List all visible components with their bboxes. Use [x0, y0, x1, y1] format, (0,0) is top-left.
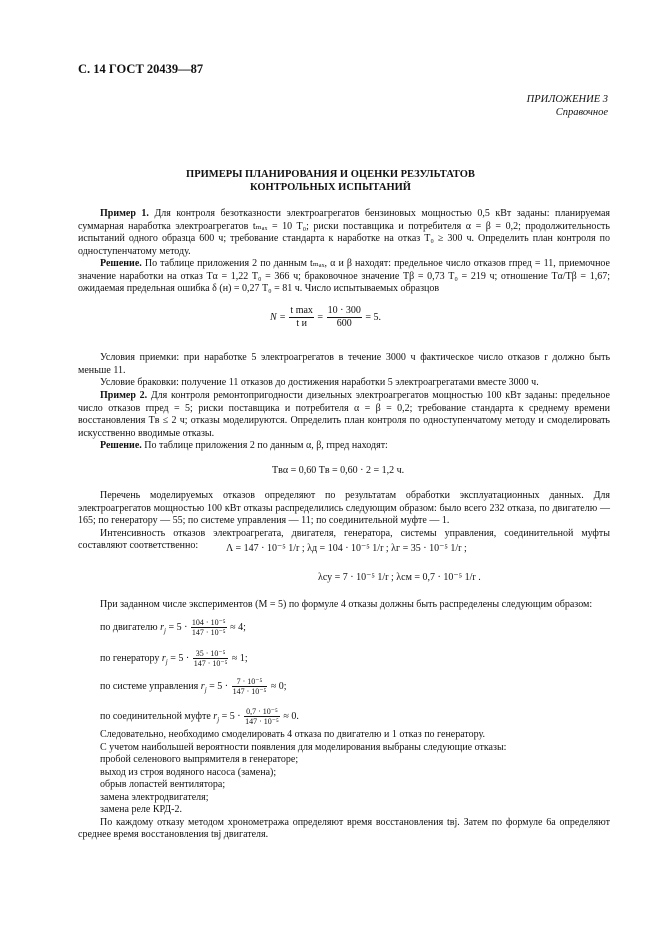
fraction-den: 147 · 10⁻⁵ [191, 628, 226, 637]
distribution-result: ≈ 1; [231, 652, 248, 664]
distribution-rj: $r_j$ [161, 652, 168, 666]
solution-2-text: По таблице приложения 2 по данным α, β, rпред находят: [144, 440, 388, 451]
fraction-t [289, 305, 314, 330]
example-2-solution [78, 440, 610, 453]
failure-list [78, 754, 610, 817]
rejection-condition: Условие браковки: получение 11 отказов до достижения наработки 5 электроагрегатами вместе 3000 ч. [100, 377, 539, 388]
example-1-conditions [78, 352, 610, 390]
failure-item: замена электродвигателя; [100, 791, 209, 803]
failure-item: обрыв лопастей вентилятора; [100, 779, 226, 790]
solution-1-text: По таблице приложения 2 по данным tₘₐₓ, α и β находят: предельное число отказов rпред = 11, приемочное значение наработки на отказ Tα = 1,22 T₀ = 366 ч; браковочное значение Tβ = 0,73 T₀ = 219 ч; отношение Tα/Tβ = 1,67; ожидаемая предельная ошибка δ (н) = 0,27 T₀ = 81 ч. Число испытываемых образцов [78, 258, 610, 294]
failure-item: пробой селенового выпрямителя в генераторе; [100, 754, 299, 765]
distribution-fraction [232, 677, 268, 696]
rates-line-2: λсу = 7 · 10⁻⁵ 1/r ; λсм = 0,7 · 10⁻⁵ 1/r . [318, 572, 481, 583]
solution-2-lead: Решение. [100, 440, 142, 451]
fraction-num: 35 · 10⁻⁵ [193, 649, 229, 659]
page-title [0, 168, 661, 194]
distribution-intro [78, 599, 610, 612]
distribution-fraction [193, 649, 229, 668]
formula-lhs: N = [270, 311, 286, 323]
appendix-kind: Справочное [555, 107, 608, 118]
distribution-label: по генератору [100, 652, 160, 664]
distribution-rj: $r_j$ [200, 680, 207, 694]
fraction-num: 0,7 · 10⁻⁵ [246, 707, 278, 716]
page-header: С. 14 ГОСТ 20439—87 [78, 62, 204, 76]
example-1-solution [78, 258, 610, 296]
distribution-row: по двигателю $r_j = 5$ · $\frac{\text{104 · 10⁻⁵}}{\text{147 · 10⁻⁵}}$ ≈ 4; [100, 618, 246, 637]
failure-item: выход из строя водяного насоса (замена); [100, 766, 277, 778]
example-2-task [78, 390, 610, 440]
title-line-2: КОНТРОЛЬНЫХ ИСПЫТАНИЙ [250, 182, 411, 193]
distribution-result: ≈ 0; [270, 680, 287, 692]
fraction-den: 147 · 10⁻⁵ [232, 687, 267, 696]
formula-N: N = $\frac{\text{t max}}{\text{t и}}$ = $\frac{10 \cdot 300}{600}$ = 5. [270, 305, 382, 329]
appendix-number: ПРИЛОЖЕНИЕ 3 [526, 94, 608, 105]
distribution-row: по генератору $r_j = 5$ · $\frac{\text{35 · 10⁻⁵}}{\text{147 · 10⁻⁵}}$ ≈ 1; [100, 649, 248, 668]
solution-1-lead: Решение. [100, 258, 142, 269]
formula-Tv: Tвα = 0,60 Tв = 0,60 · 2 = 1,2 ч. [272, 465, 405, 476]
distribution-fraction [191, 618, 227, 637]
conclusion [78, 729, 610, 842]
selection-paragraph: С учетом наибольшей вероятности появления для моделирования выбраны следующие отказы: [100, 741, 507, 753]
formula-rhs: = 5. [365, 311, 382, 323]
fraction-den: 147 · 10⁻⁵ [245, 717, 279, 726]
distribution-rj: $r_j$ [213, 710, 220, 724]
fraction-num: 7 · 10⁻⁵ [232, 677, 268, 687]
example-2 [78, 390, 610, 453]
example-1-lead: Пример 1. [100, 208, 149, 219]
distribution-result: ≈ 0. [283, 710, 299, 722]
fraction-num: 10 · 300 [327, 305, 361, 316]
distribution-label: по соединительной муфте [100, 710, 211, 722]
distribution-label: по системе управления [100, 680, 199, 692]
distribution-row: по соединительной муфте $r_j = 5$ · $\frac{\text{0,7 · 10⁻⁵}}{\text{147 · 10⁻⁵}}$ ≈ 0. [100, 707, 299, 726]
intensity-paragraph: Интенсивность отказов электроагрегата, двигателя, генератора, системы управления, соединительной муфты составляют соответственно: [78, 527, 610, 551]
restoration-paragraph: По каждому отказу методом хронометража определяют время восстановления tвj. Затем по формуле 6а определяют среднее время восстановления tвj двигателя. [78, 816, 610, 840]
example-2-text: Для контроля ремонтопригодности дизельных электроагрегатов мощностью 100 кВт заданы: предельное число отказов rпред = 5; риски поставщика и потребителя α = β = 0,2; требование стандарта к среднему времени восстановления Tв ≤ 2 ч; отказы моделируются. Определить план контроля по одноступенчатому методу и смоделировать искусственно вводимые отказы. [78, 390, 610, 439]
title-line-1: ПРИМЕРЫ ПЛАНИРОВАНИЯ И ОЦЕНКИ РЕЗУЛЬТАТОВ [186, 169, 475, 180]
failure-item: замена реле КРД-2. [100, 804, 182, 815]
distribution-result: ≈ 4; [230, 621, 246, 633]
fraction-den: 147 · 10⁻⁵ [193, 659, 228, 668]
fraction-num: 104 · 10⁻⁵ [191, 618, 226, 627]
acceptance-condition: Условия приемки: при наработке 5 электроагрегатов в течение 3000 ч фактическое число отказов r должно быть меньше 11. [78, 352, 610, 376]
fraction-values [327, 305, 362, 330]
conclusion-paragraph: Следовательно, необходимо смоделировать 4 отказа по двигателю и 1 отказ по генератору. [100, 729, 486, 740]
example-2-lead: Пример 2. [100, 390, 148, 401]
distribution-fraction [244, 707, 280, 726]
fraction-den: t и [296, 318, 307, 329]
failures-paragraph: Перечень моделируемых отказов определяют по результатам обработки эксплуатационных данных. Для электроагрегатов мощностью 100 кВт отказы распределились следующим образом: было всего 232 отказа, по двигателю — 165; по генератору — 55; по системе управления — 11; по соединительной муфте — 1. [78, 490, 610, 526]
distribution-row: по системе управления $r_j = 5$ · $\frac{\text{7 · 10⁻⁵}}{\text{147 · 10⁻⁵}}$ ≈ 0; [100, 677, 287, 696]
appendix-label [527, 93, 608, 119]
example-1-task [78, 208, 610, 258]
distribution-label: по двигателю [100, 621, 158, 633]
example-1 [78, 208, 610, 296]
fraction-num: t max [290, 305, 313, 316]
distribution-rj: $r_j$ [160, 621, 166, 635]
distribution-paragraph: При заданном числе экспериментов (M = 5) по формуле 4 отказы должны быть распределены следующим образом: [100, 599, 593, 610]
rates-line-1: Λ = 147 · 10⁻⁵ 1/r ; λд = 104 · 10⁻⁵ 1/r ; λг = 35 · 10⁻⁵ 1/r ; [226, 543, 467, 554]
fraction-den: 600 [336, 318, 352, 329]
example-1-text: Для контроля безотказности электроагрегатов бензиновых мощностью 0,5 кВт заданы: планируемая суммарная наработка электроагрегатов tₘₐₓ = 10 T₀; риски поставщика и потребителя α = β = 0,2; продолжительность испытаний одного образца 600 ч; требование стандарта к наработке на отказ T₀ ≥ 300 ч. Определить план контроля по одноступенчатому методу. [78, 208, 610, 257]
